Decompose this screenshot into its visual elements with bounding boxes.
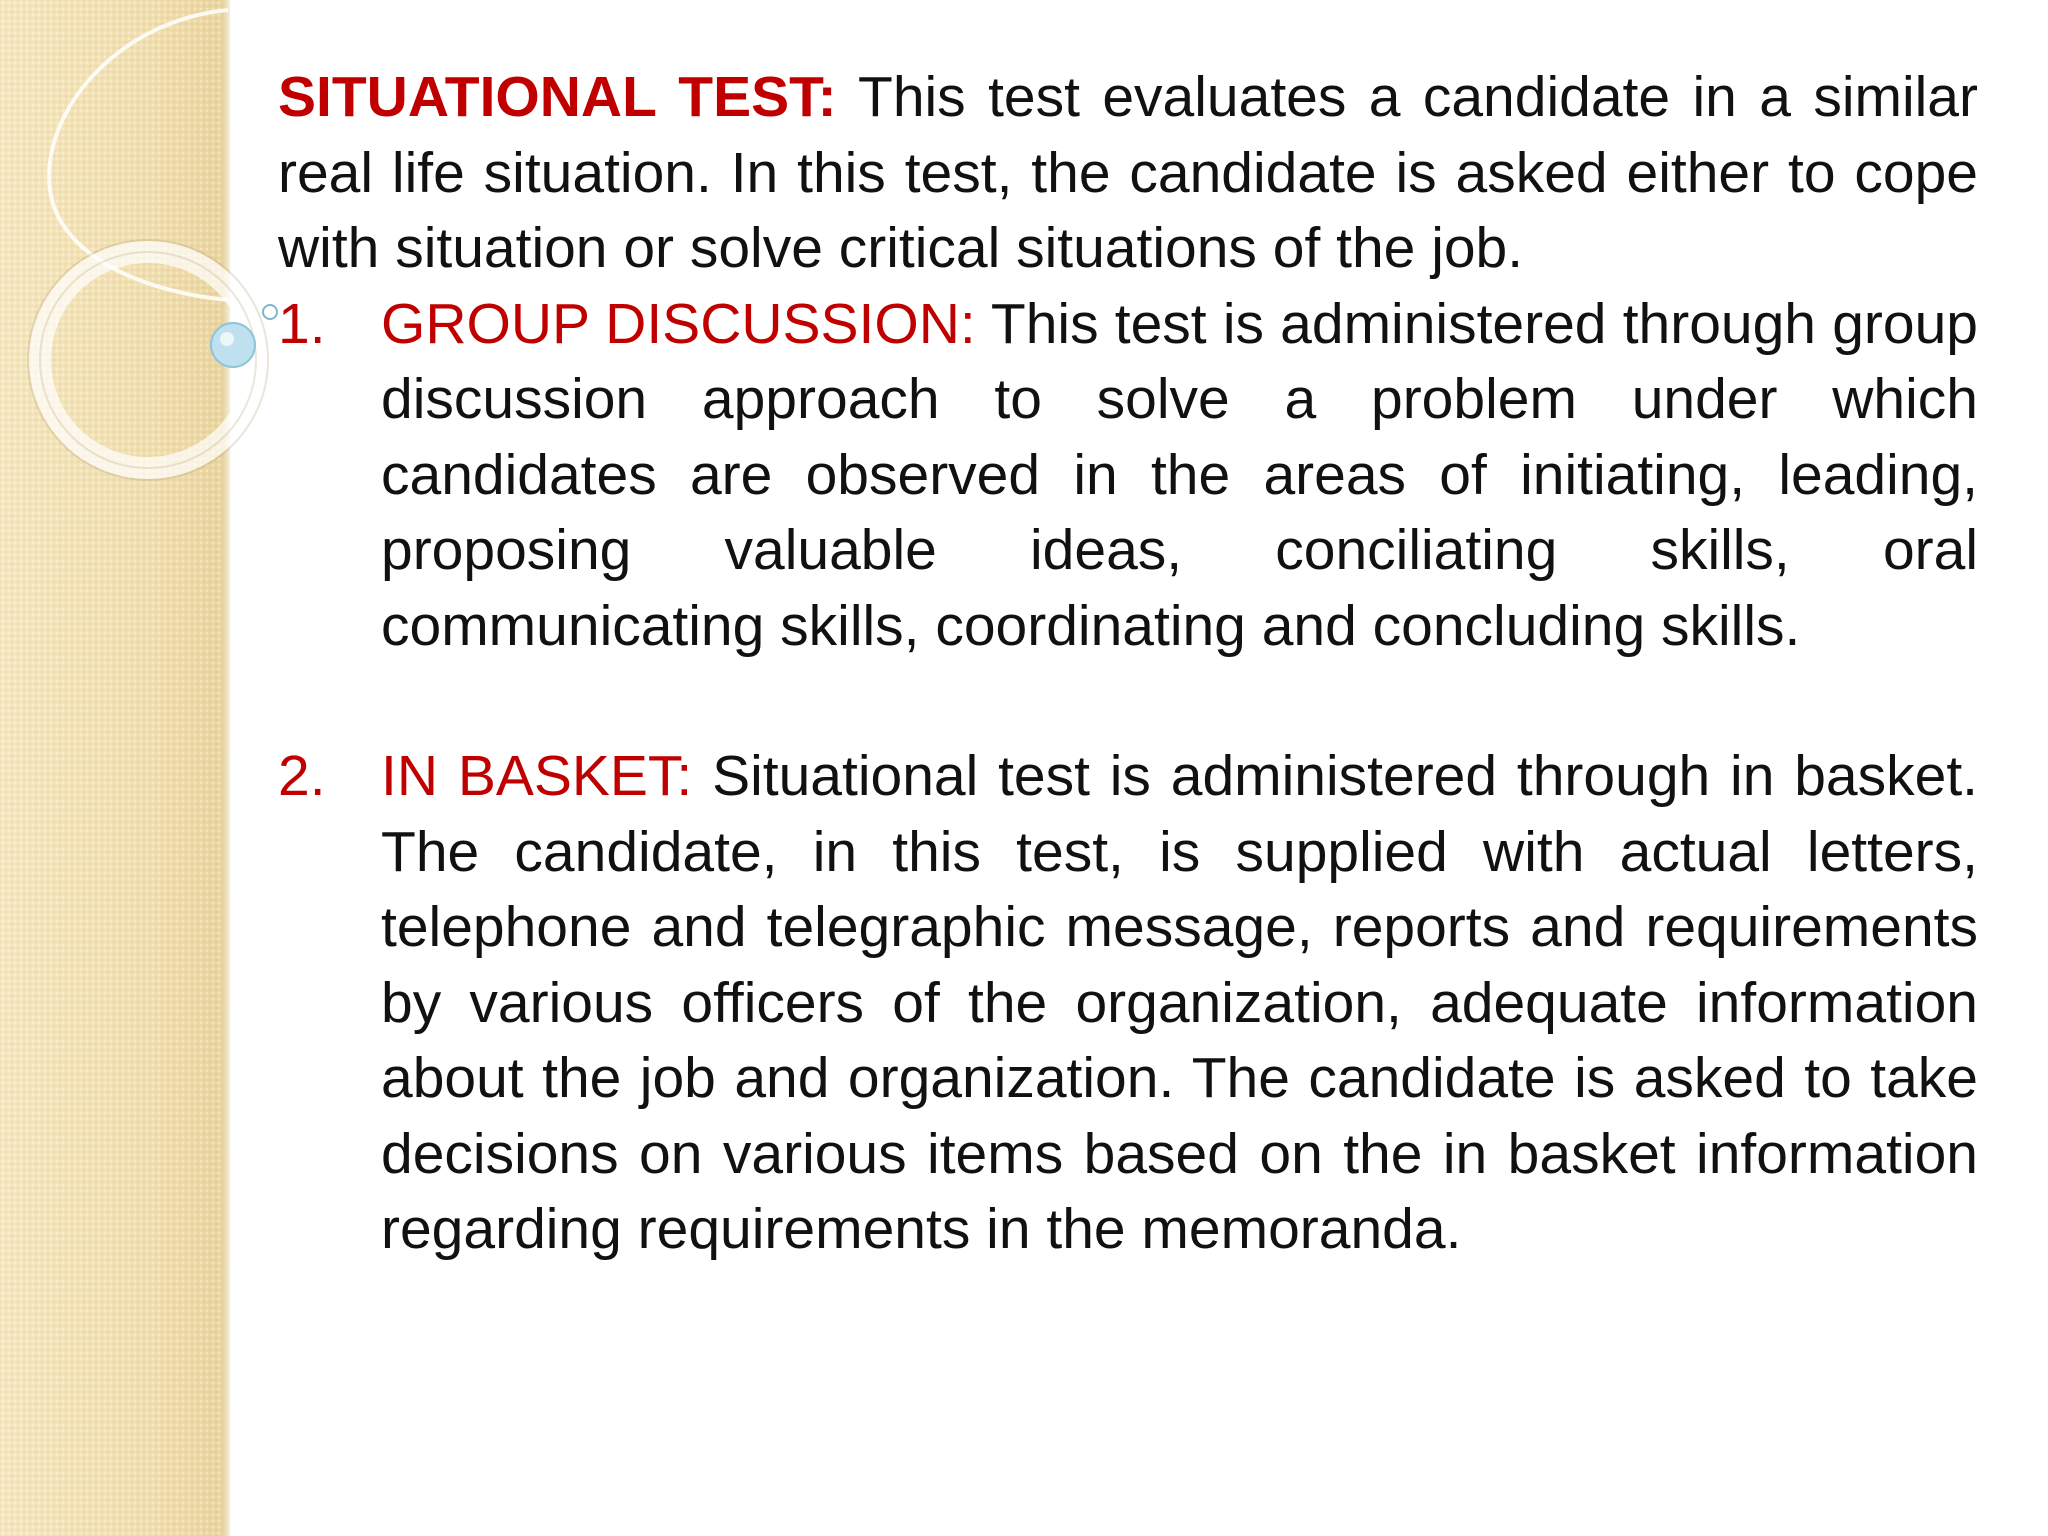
- situational-test-heading: SITUATIONAL TEST:: [278, 65, 837, 129]
- in-basket-description: Situational test is administered through in basket. The candidate, in this test, is supplied with actual letters, telephone and telegraphic message, reports and requirements by various officers of the organization, adequate information about the job and organization. The candidate is asked to take decisions on various items based on the in basket information regarding requirements in the memoranda.: [381, 744, 1978, 1261]
- situational-test-description: This test evaluates a candidate in a similar real life situation. In this test, the candidate is asked either to cope with situation or solve critical situations of the job.: [278, 65, 1978, 280]
- decorative-side-band: [0, 0, 228, 1536]
- side-band-edge: [222, 0, 230, 1536]
- slide-body: [278, 60, 1978, 1268]
- list-number: 2.: [278, 744, 326, 808]
- group-discussion-heading: GROUP DISCUSSION:: [381, 291, 976, 356]
- test-types-list: [278, 287, 1978, 1268]
- group-discussion-description: This test is administered through group discussion approach to solve a problem under which candidates are observed in the areas of initiating, leading, proposing valuable ideas, conciliating skills, oral communicating skills, coordinating and concluding skills.: [381, 291, 1978, 658]
- situational-test-paragraph: [278, 60, 1978, 287]
- list-item-group-discussion: [278, 287, 1978, 665]
- list-number: 1.: [278, 291, 326, 356]
- list-item-in-basket: [278, 739, 1978, 1268]
- in-basket-heading: IN BASKET:: [381, 744, 693, 808]
